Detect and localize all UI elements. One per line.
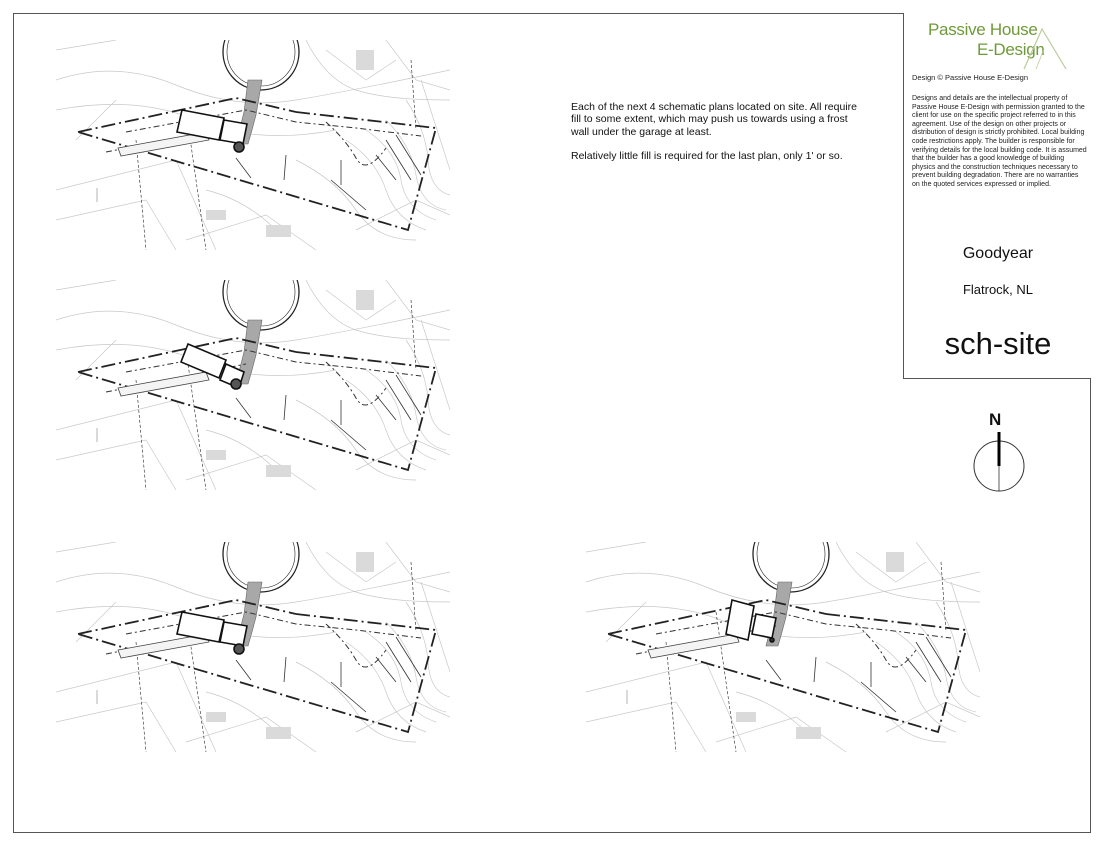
logo-line-1: Passive House <box>928 20 1038 39</box>
north-arrow-icon <box>970 410 1028 492</box>
garage-footprint <box>220 622 247 646</box>
well-marker <box>234 644 244 654</box>
plan-1-drawing <box>56 40 450 250</box>
site-plan-1 <box>56 40 450 250</box>
north-arrow <box>970 410 1028 492</box>
north-label: N <box>989 410 1002 429</box>
garage-footprint <box>752 614 776 638</box>
logo-line-2: E-Design <box>977 40 1045 59</box>
disclaimer-text: Designs and details are the intellectual property of Passive House E-Design with permission granted to the client for use on the specific project referred to in this agreement. Use of the design on other projects or distribution of design is strictly prohibited. Local building code restrictions apply. The builder is responsible for verifying details for the local building code. It is assumed that the builder has a good knowledge of building physics and the construction techniques necessary to prevent building degradation. There are no warranties on the quoted services expressed or implied. <box>912 95 1087 188</box>
logo-roof-icon <box>1022 19 1068 71</box>
sheet-name: sch-site <box>944 326 1052 361</box>
note-text-1: Each of the next 4 schematic plans located on site. All require fill to some extent, which may push us towards using a frost wall under the garage at least. <box>571 101 857 138</box>
notes-block <box>571 101 861 175</box>
well-marker <box>234 142 244 152</box>
well-marker <box>231 379 241 389</box>
well-marker <box>770 638 774 642</box>
plan-3-drawing <box>56 542 450 752</box>
plan-4-drawing <box>586 542 980 752</box>
garage-footprint <box>220 120 247 144</box>
copyright-text: Design © Passive House E-Design <box>912 73 1028 82</box>
house-footprint <box>177 612 224 642</box>
note-text-2: Relatively little fill is required for the last plan, only 1' or so. <box>571 150 843 163</box>
site-plan-2 <box>56 280 450 490</box>
project-location: Flatrock, NL <box>962 282 1034 297</box>
company-logo <box>904 17 1092 77</box>
site-plan-3 <box>56 542 450 752</box>
house-footprint <box>177 110 224 140</box>
house-footprint <box>726 600 754 640</box>
site-plan-4 <box>586 542 980 752</box>
title-block <box>903 13 1091 379</box>
plan-2-drawing <box>56 280 450 490</box>
client-name: Goodyear <box>962 245 1034 262</box>
